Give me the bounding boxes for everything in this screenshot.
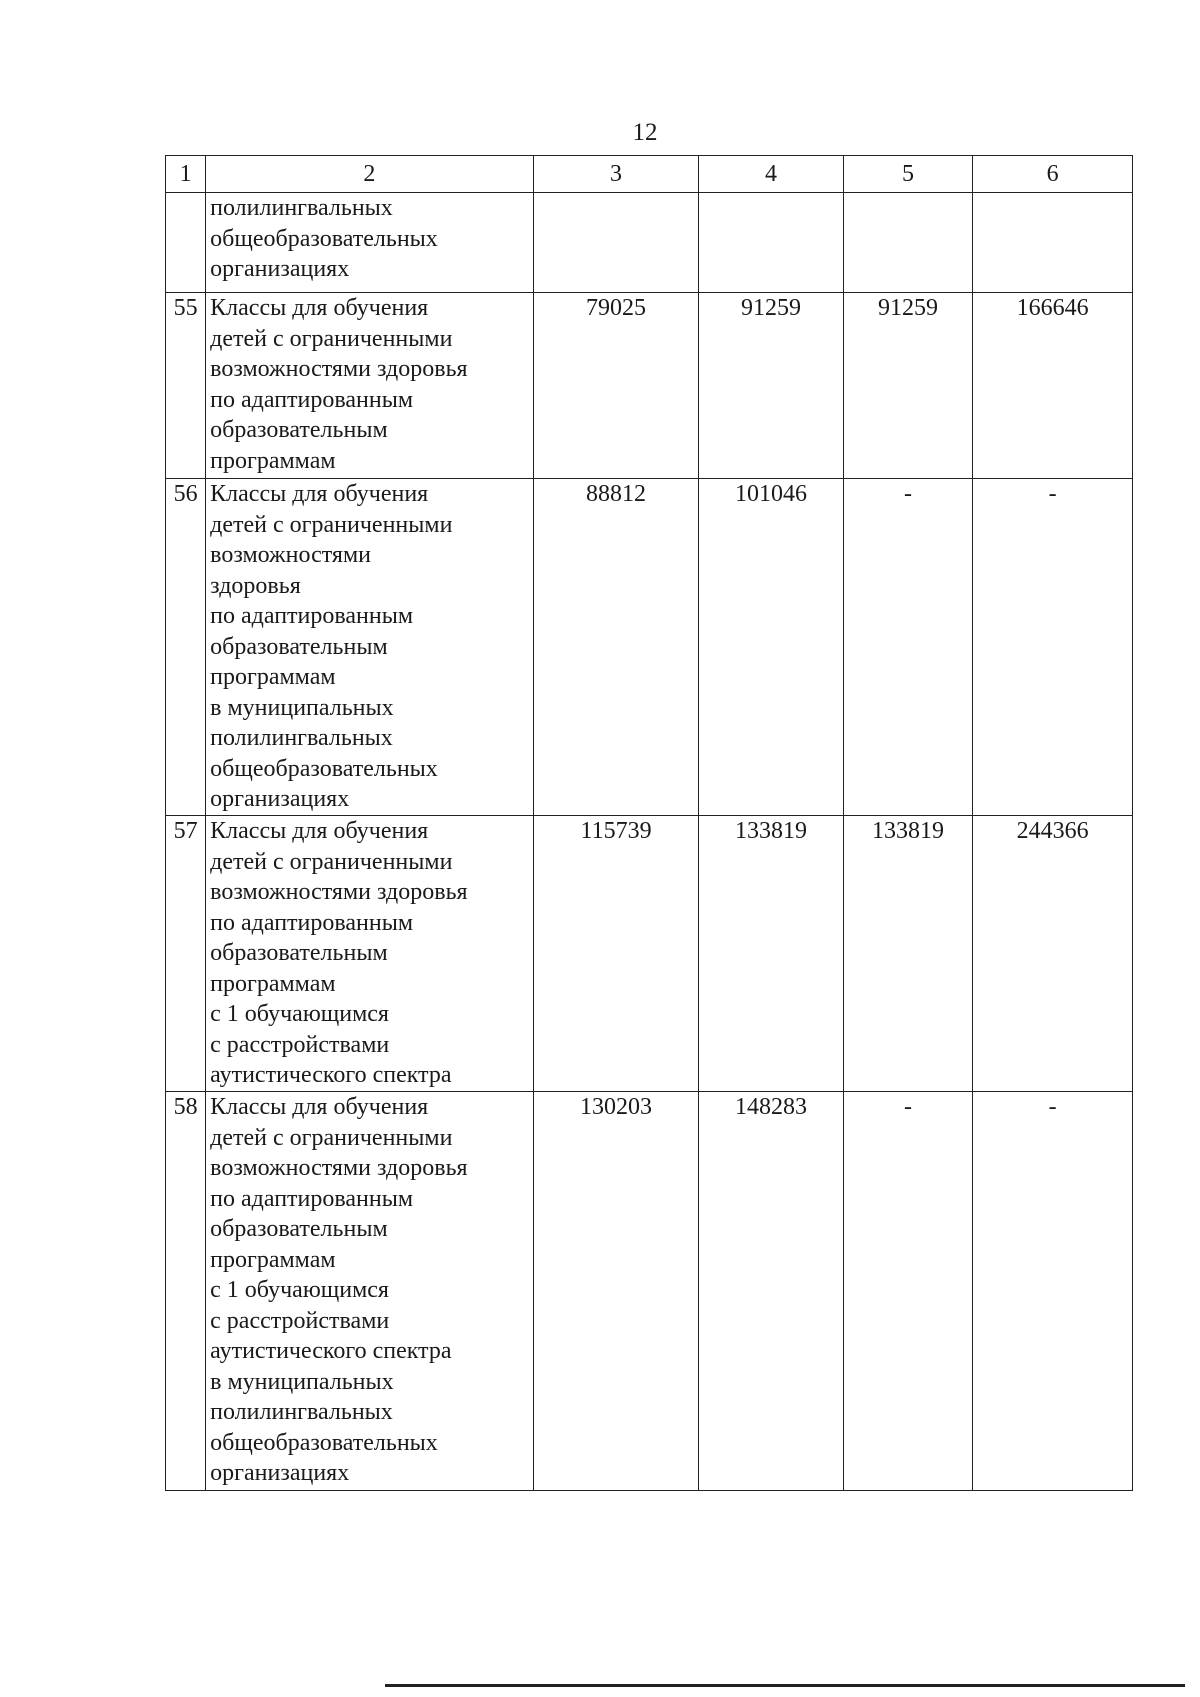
column-header: 4 [699, 156, 843, 193]
column-header: 5 [843, 156, 973, 193]
row-value-3: 130203 [533, 1092, 699, 1491]
column-header: 3 [533, 156, 699, 193]
row-name: Классы для обучения детей с ограниченными возможностями здоровья по адаптированным образовательным программам с 1 обучающимся с расстройствами аутистического спектра [206, 816, 533, 1092]
row-value-6: - [973, 479, 1133, 816]
row-number: 56 [166, 479, 206, 816]
row-value-6: 166646 [973, 293, 1133, 479]
row-value-5: - [843, 479, 973, 816]
row-value-6 [973, 193, 1133, 293]
row-value-4: 91259 [699, 293, 843, 479]
tariff-table [165, 155, 1133, 1491]
row-value-6: 244366 [973, 816, 1133, 1092]
footer-rule [385, 1684, 1185, 1687]
row-name: Классы для обучения детей с ограниченными возможностями здоровья по адаптированным образовательным программам с 1 обучающимся с расстройствами аутистического спектра в муниципальных полилингвальных общеобразовательных организациях [206, 1092, 533, 1491]
row-value-5: 91259 [843, 293, 973, 479]
row-value-4: 133819 [699, 816, 843, 1092]
page-number: 12 [632, 119, 658, 146]
row-number: 55 [166, 293, 206, 479]
row-value-4: 101046 [699, 479, 843, 816]
table-header-row [166, 156, 1133, 193]
row-value-5 [843, 193, 973, 293]
column-header: 6 [973, 156, 1133, 193]
row-value-3 [533, 193, 699, 293]
row-number [166, 193, 206, 293]
row-number: 58 [166, 1092, 206, 1491]
row-value-4: 148283 [699, 1092, 843, 1491]
table-row [166, 479, 1133, 816]
row-number: 57 [166, 816, 206, 1092]
table-row [166, 293, 1133, 479]
row-value-5: 133819 [843, 816, 973, 1092]
row-value-3: 115739 [533, 816, 699, 1092]
row-name: полилингвальных общеобразовательных организациях [206, 193, 533, 293]
row-name: Классы для обучения детей с ограниченными возможностями здоровья по адаптированным образовательным программам [206, 293, 533, 479]
row-value-4 [699, 193, 843, 293]
table-row [166, 193, 1133, 293]
column-header: 2 [206, 156, 533, 193]
row-name: Классы для обучения детей с ограниченными возможностями здоровья по адаптированным образовательным программам в муниципальных полилингвальных общеобразовательных организациях [206, 479, 533, 816]
column-header: 1 [166, 156, 206, 193]
row-value-3: 88812 [533, 479, 699, 816]
table-row [166, 1092, 1133, 1491]
row-value-5: - [843, 1092, 973, 1491]
table-row [166, 816, 1133, 1092]
row-value-6: - [973, 1092, 1133, 1491]
row-value-3: 79025 [533, 293, 699, 479]
